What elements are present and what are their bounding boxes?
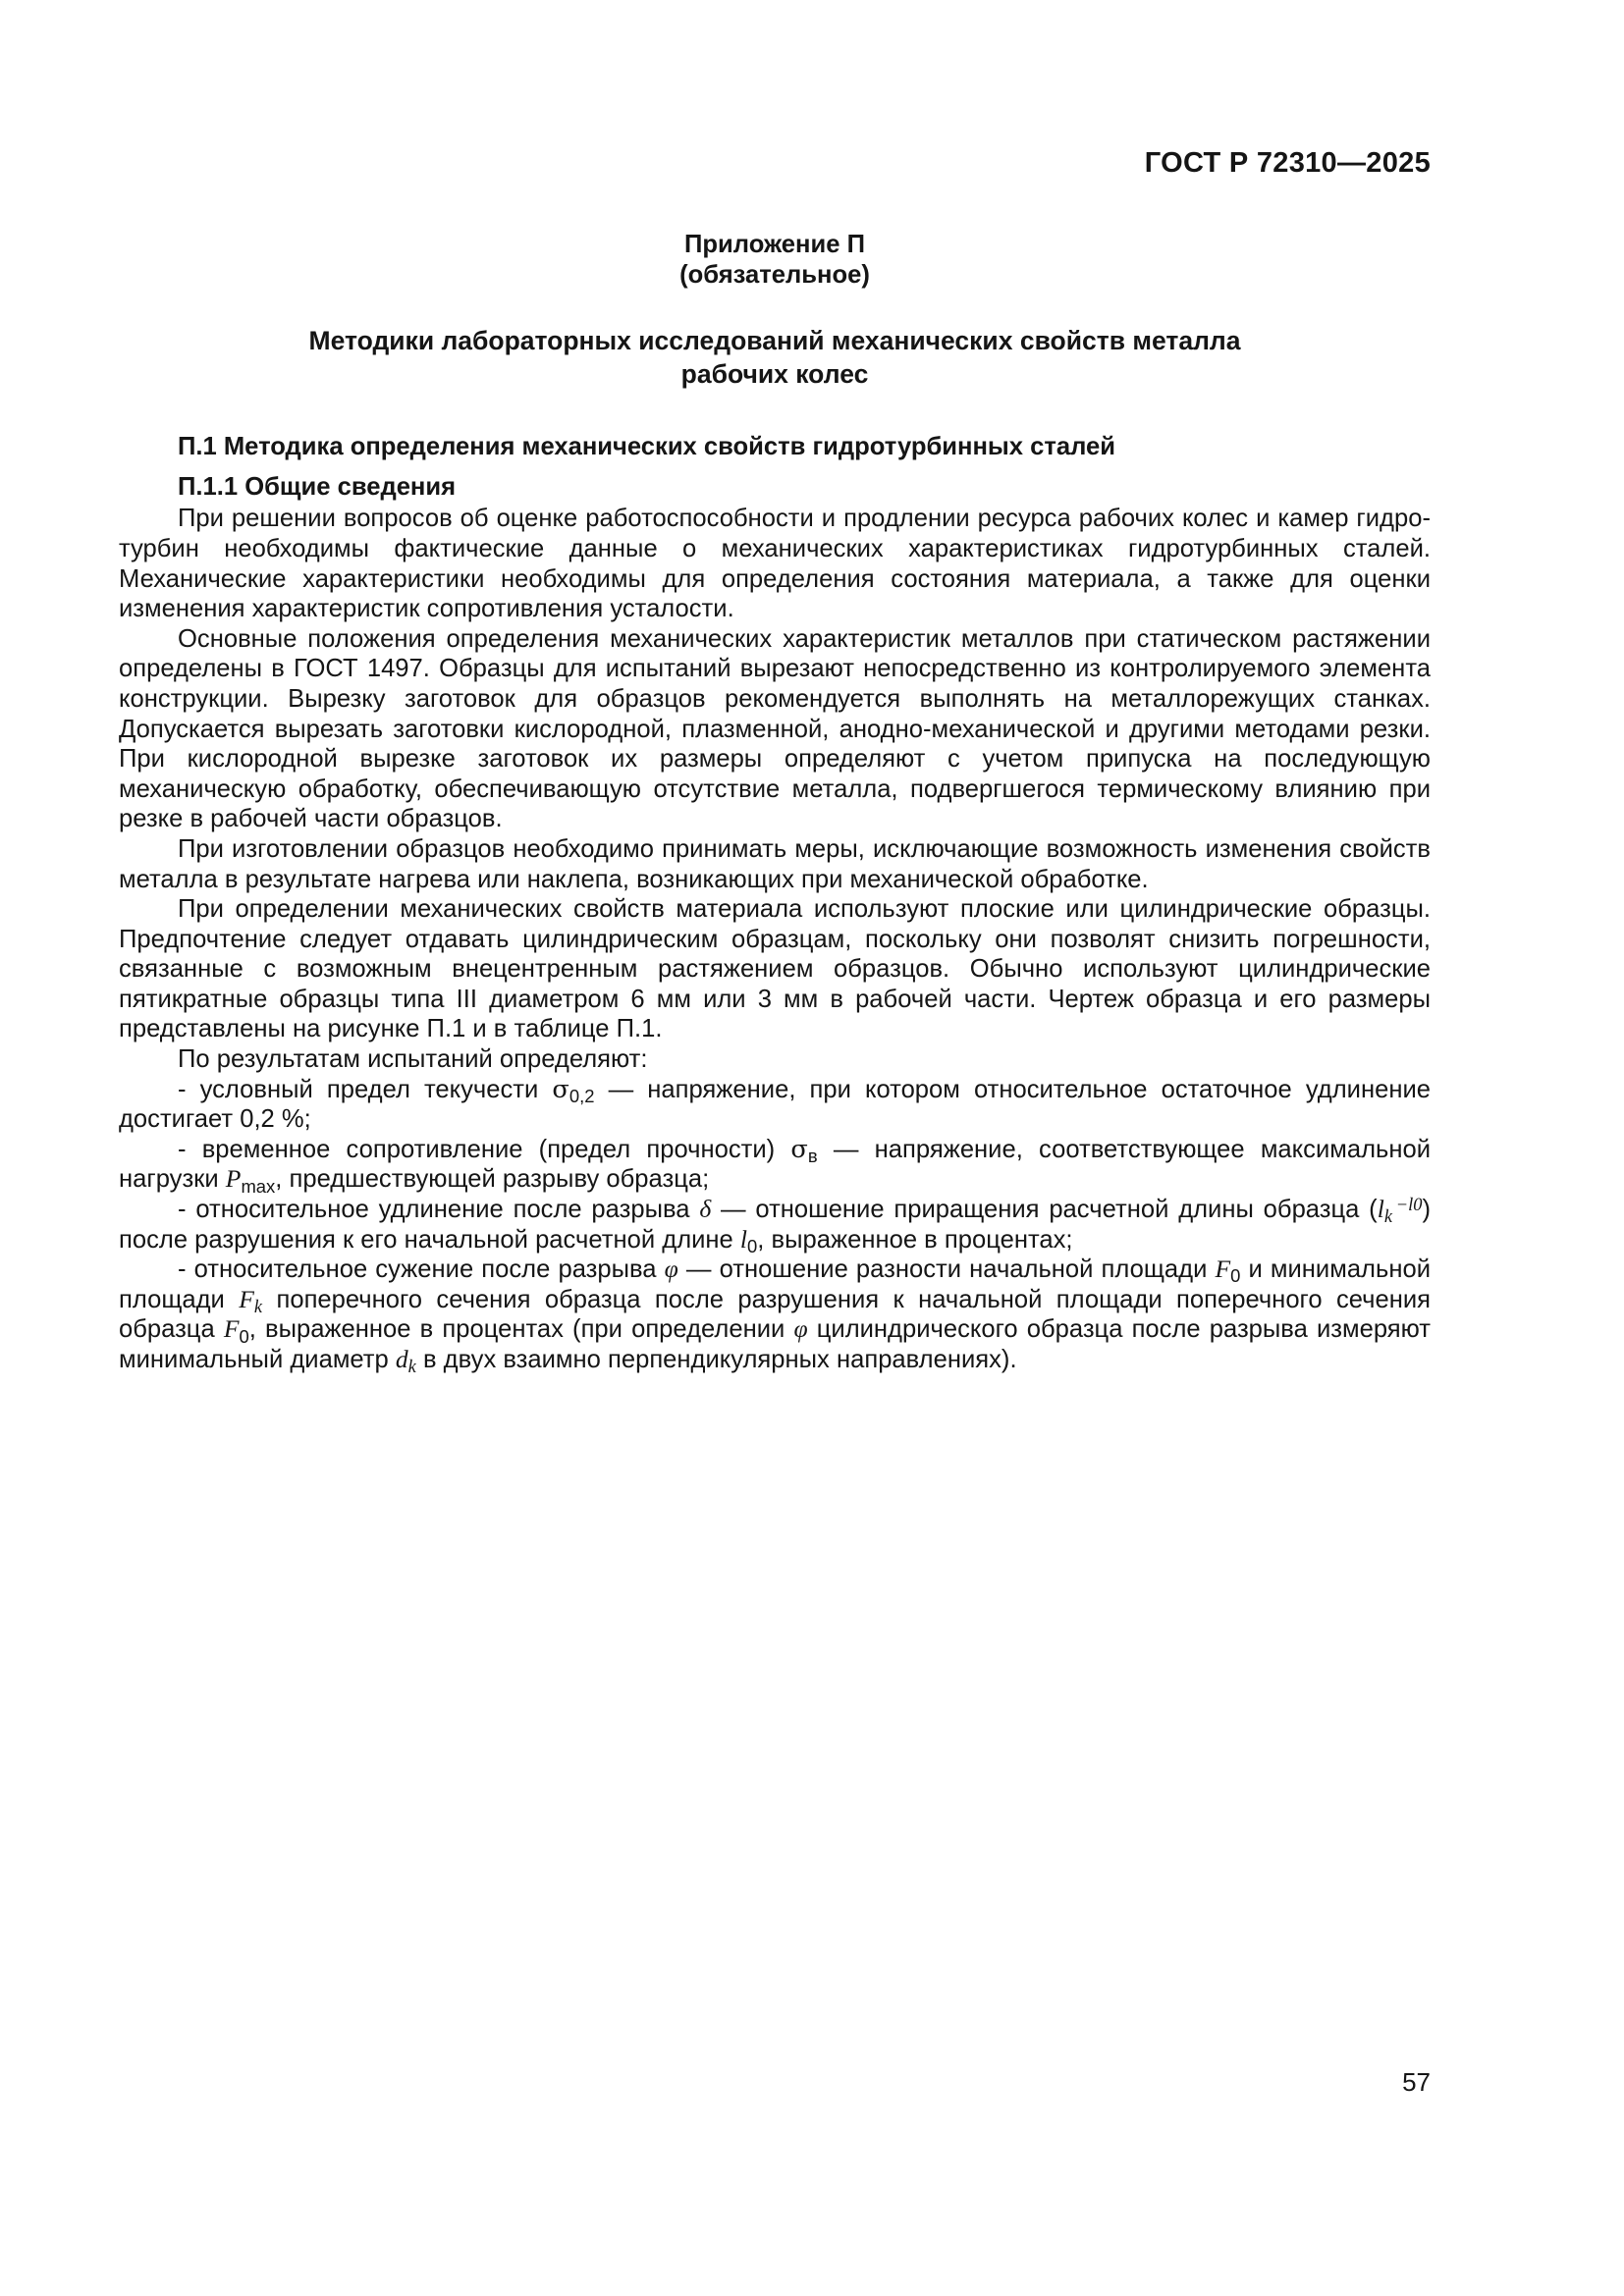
paragraph: При определении механических свойств материала используют плоские или цилиндрические образцы. Предпочтение следует отдавать цилиндрическим образцам, поскольку они позволят снизить погрешности, связанные с возможным внецентренным растяжением образцов. Обычно используют цилиндрические пятикратные образцы типа III диаметром 6 мм или 3 мм в рабочей части. Чертеж образца и его размеры представлены на рисунке П.1 и в таблице П.1.	[119, 895, 1431, 1043]
list-item: - относительное удлинение после разрыва δ — отношение приращения расчетной длины образца (lk −l0) после разрушения к его начальной расчетной длине l0, выраженное в процентах;	[119, 1195, 1431, 1256]
document-title-line1: Методики лабораторных исследований механических свойств металла	[308, 326, 1241, 356]
document-body	[119, 432, 1432, 1377]
paragraph: Основные положения определения механических характеристик металлов при статическом растяжении определены в ГОСТ 1497. Образцы для испытаний вырезают непосредственно из контролируемого элемента конструкции. Вырезку заготовок для образцов рекомендуется выполнять на металлорежущих станках. Допускается вырезать заготовки кислородной, плазменной, анодно-механической и другими методами резки. При кислородной вырезке заготовок их размеры определяют с учетом припуска на последующую механическую обработку, обеспечивающую отсутствие металла, подвергшегося термическому влиянию при резке в рабочей части образцов.	[119, 624, 1431, 833]
appendix-block	[119, 230, 1431, 290]
paragraph: При решении вопросов об оценке работоспособности и продлении ресурса рабочих колес и камер гидротурбин необходимы фактические данные о механических характеристиках гидротурбинных сталей. Механические характеристики необходимы для определения состояния материала, а также для оценки изменения характеристик сопротивления усталости.	[119, 505, 1431, 623]
paragraph: При изготовлении образцов необходимо принимать меры, исключающие возможность изменения свойств металла в результате нагрева или наклепа, возникающих при механической обработке.	[119, 834, 1431, 893]
document-header: ГОСТ Р 72310—2025	[1144, 147, 1431, 179]
list-item: - временное сопротивление (предел прочности) σв — напряжение, соответствующее максимальной нагрузки Pmax, предшествующей разрыву образца;	[119, 1134, 1432, 1197]
section-heading: П.1 Методика определения механических свойств гидротурбинных сталей	[178, 433, 1116, 461]
list-item: - условный предел текучести σ0,2 — напряжение, при котором относительное остаточное удлинение достигает 0,2 %;	[119, 1074, 1431, 1134]
document-content	[119, 230, 1431, 1375]
paragraph: По результатам испытаний определяют:	[178, 1045, 648, 1074]
appendix-note: (обязательное)	[679, 260, 870, 289]
appendix-label: Приложение П	[684, 231, 865, 258]
list-item: - относительное сужение после разрыва φ — отношение разности начальной площади F0 и минимальной площади Fk поперечного сечения образца после разрушения к начальной площади поперечного сечения образца F0, выраженное в процентах (при определении φ цилиндрического образца после разрыва измеряют минимальный диаметр dk в двух взаимно перпендикулярных направлениях).	[119, 1255, 1432, 1377]
document-title	[119, 324, 1431, 391]
document-title-line2: рабочих колес	[680, 359, 869, 390]
page-number: 57	[1402, 2067, 1431, 2097]
subsection-heading: П.1.1 Общие сведения	[178, 472, 457, 501]
